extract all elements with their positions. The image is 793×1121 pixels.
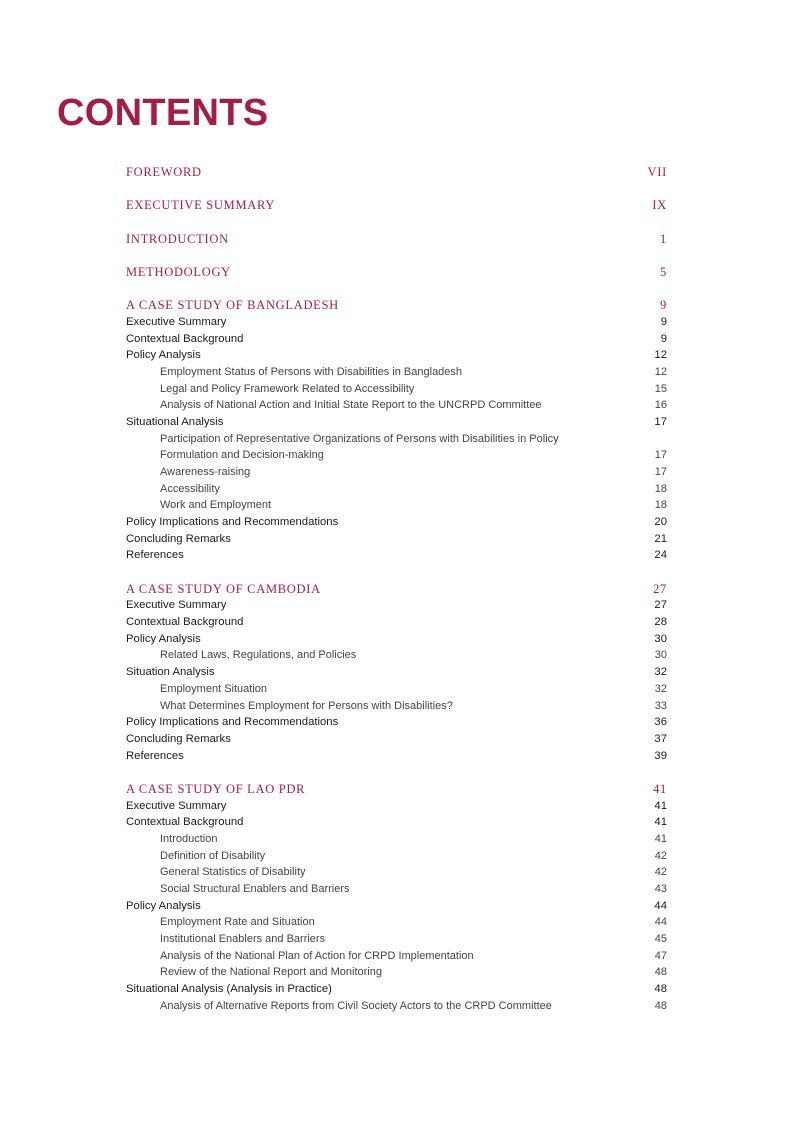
toc-entry-title: General Statistics of Disability	[160, 866, 306, 879]
toc-page-number: 17	[654, 449, 667, 462]
toc-page-number: 16	[654, 399, 667, 412]
toc-subentry[interactable]	[126, 848, 667, 865]
toc-page-number: 41	[654, 832, 667, 845]
toc-entry-title: A CASE STUDY OF CAMBODIA	[126, 581, 321, 596]
toc-page-number: 43	[654, 883, 667, 895]
toc-entry-title: Situation Analysis	[126, 666, 215, 679]
toc-subentry[interactable]	[126, 497, 667, 514]
toc-subentry[interactable]	[126, 431, 667, 448]
toc-entry-title: Executive Summary	[126, 599, 227, 612]
toc-entry-title: METHODOLOGY	[126, 264, 231, 279]
toc-page-number: 47	[654, 949, 667, 962]
toc-entry[interactable]	[126, 514, 667, 531]
section-gap	[126, 564, 667, 581]
toc-page-number: 48	[654, 999, 667, 1012]
toc-entry[interactable]	[126, 981, 667, 998]
toc-page-number: 18	[654, 499, 667, 512]
toc-page-number: 20	[654, 516, 667, 529]
section-gap	[126, 214, 667, 231]
toc-section-heading[interactable]	[126, 264, 667, 281]
toc-page-number: 18	[654, 482, 667, 495]
toc-subentry[interactable]	[126, 931, 667, 948]
toc-page-number: 48	[654, 966, 667, 979]
toc-page-number: 41	[654, 799, 667, 812]
toc-entry-title: Formulation and Decision-making	[160, 449, 324, 462]
toc-subentry[interactable]	[126, 447, 667, 464]
toc-entry-title: Contextual Background	[126, 816, 244, 829]
toc-page-number: 24	[654, 549, 667, 562]
toc-entry-title: Awareness-raising	[160, 466, 251, 478]
toc-page-number: 44	[654, 899, 667, 912]
toc-section	[126, 781, 667, 1015]
toc-subentry[interactable]	[126, 464, 667, 481]
toc-page-number: 12	[654, 365, 667, 378]
toc-entry-title: Definition of Disability	[160, 849, 266, 862]
toc-entry-title: Analysis of Alternative Reports from Civil Society Actors to the CRPD Committee	[160, 999, 552, 1012]
toc-entry[interactable]	[126, 314, 667, 331]
toc-page-number: 17	[654, 466, 667, 478]
toc-entry[interactable]	[126, 631, 667, 648]
toc-entry-title: A CASE STUDY OF BANGLADESH	[126, 298, 339, 313]
toc-entry-title: References	[126, 549, 184, 562]
toc-entry-title: Executive Summary	[126, 799, 227, 812]
toc-page-number: VII	[647, 165, 667, 179]
toc-entry-title: Policy Implications and Recommendations	[126, 716, 339, 729]
toc-entry[interactable]	[126, 414, 667, 431]
toc-section	[126, 197, 667, 214]
toc-entry[interactable]	[126, 798, 667, 815]
toc-section	[126, 231, 667, 248]
toc-entry-title: A CASE STUDY OF LAO PDR	[126, 781, 306, 796]
toc-page-number: 45	[654, 933, 667, 946]
section-gap	[126, 281, 667, 298]
toc-page-number: 28	[654, 616, 667, 629]
toc-subentry[interactable]	[126, 647, 667, 664]
toc-section-heading[interactable]	[126, 781, 667, 798]
toc-entry[interactable]	[126, 531, 667, 548]
toc-entry-title: Work and Employment	[160, 499, 272, 512]
toc-entry-title: Contextual Background	[126, 616, 244, 629]
toc-page-number: 32	[654, 682, 667, 695]
toc-entry-title: Analysis of the National Plan of Action for CRPD Implementation	[160, 949, 474, 962]
toc-page-number: 44	[654, 916, 667, 929]
toc-entry[interactable]	[126, 664, 667, 681]
table-of-contents	[126, 164, 667, 1015]
toc-entry-title: References	[126, 749, 184, 762]
toc-page-number: 42	[654, 866, 667, 879]
toc-page-number: 37	[654, 732, 667, 745]
toc-page-number: 41	[654, 816, 667, 829]
toc-entry-title: Policy Analysis	[126, 349, 201, 362]
toc-entry[interactable]	[126, 748, 667, 765]
toc-entry-title: Employment Situation	[160, 682, 267, 695]
section-gap	[126, 181, 667, 198]
toc-subentry[interactable]	[126, 481, 667, 498]
toc-entry-title: Institutional Enablers and Barriers	[160, 933, 326, 946]
toc-page-number: 32	[654, 666, 667, 679]
toc-page-number: 9	[660, 332, 667, 345]
toc-entry-title: Legal and Policy Framework Related to Accessibility	[160, 382, 415, 395]
toc-page-number: 33	[654, 699, 667, 712]
toc-page-number: 12	[654, 349, 667, 362]
toc-entry-title: Participation of Representative Organizations of Persons with Disabilities in Policy	[160, 432, 559, 445]
toc-subentry[interactable]	[126, 998, 667, 1015]
toc-subentry[interactable]	[126, 397, 667, 414]
toc-entry-title: Policy Analysis	[126, 899, 201, 912]
toc-section-heading[interactable]	[126, 581, 667, 598]
toc-page-number: 21	[654, 532, 667, 545]
toc-subentry[interactable]	[126, 948, 667, 965]
toc-page-number: 27	[654, 599, 667, 612]
toc-entry-title: Social Structural Enablers and Barriers	[160, 883, 350, 895]
toc-page-number: 39	[654, 749, 667, 762]
toc-page-number: 5	[660, 264, 667, 279]
toc-entry-title: Situational Analysis	[126, 415, 224, 428]
toc-section	[126, 581, 667, 765]
section-gap	[126, 247, 667, 264]
toc-entry-title: Concluding Remarks	[126, 532, 231, 545]
toc-subentry[interactable]	[126, 681, 667, 698]
toc-entry-title: Executive Summary	[126, 315, 227, 328]
toc-section	[126, 264, 667, 281]
page-title: CONTENTS	[57, 92, 269, 134]
toc-entry-title: Policy Analysis	[126, 632, 201, 645]
toc-section	[126, 164, 667, 181]
toc-entry-title: Situational Analysis (Analysis in Practice)	[126, 983, 332, 996]
toc-entry-title: Review of the National Report and Monitoring	[160, 966, 382, 979]
toc-entry-title: What Determines Employment for Persons with Disabilities?	[160, 699, 453, 712]
toc-page-number: 36	[654, 716, 667, 729]
toc-subentry[interactable]	[126, 914, 667, 931]
toc-section-heading[interactable]	[126, 231, 667, 248]
toc-subentry[interactable]	[126, 381, 667, 398]
toc-entry[interactable]	[126, 614, 667, 631]
toc-page-number: 30	[654, 649, 667, 662]
toc-entry-title: Contextual Background	[126, 332, 244, 345]
toc-entry[interactable]	[126, 597, 667, 614]
toc-entry-title: INTRODUCTION	[126, 231, 229, 246]
toc-subentry[interactable]	[126, 698, 667, 715]
section-gap	[126, 764, 667, 781]
toc-subentry[interactable]	[126, 364, 667, 381]
toc-subentry[interactable]	[126, 864, 667, 881]
toc-entry-title: Analysis of National Action and Initial State Report to the UNCRPD Committee	[160, 399, 542, 412]
toc-page-number: 30	[654, 632, 667, 645]
toc-subentry[interactable]	[126, 831, 667, 848]
toc-page-number: 42	[654, 849, 667, 862]
toc-page-number: IX	[652, 198, 667, 213]
toc-page-number: 9	[660, 315, 667, 328]
toc-page-number: 41	[653, 781, 667, 796]
toc-subentry[interactable]	[126, 964, 667, 981]
toc-entry-title: EXECUTIVE SUMMARY	[126, 198, 276, 213]
toc-entry-title: Policy Implications and Recommendations	[126, 516, 339, 529]
toc-entry-title: Employment Status of Persons with Disabilities in Bangladesh	[160, 365, 463, 378]
toc-entry[interactable]	[126, 347, 667, 364]
toc-entry[interactable]	[126, 547, 667, 564]
toc-page-number: 15	[654, 382, 667, 395]
toc-entry[interactable]	[126, 714, 667, 731]
toc-entry[interactable]	[126, 814, 667, 831]
toc-section-heading[interactable]	[126, 297, 667, 314]
toc-section-heading[interactable]	[126, 164, 667, 181]
toc-page-number: 17	[654, 415, 667, 428]
toc-section	[126, 297, 667, 564]
toc-entry-title: Introduction	[160, 832, 218, 845]
toc-subentry[interactable]	[126, 881, 667, 898]
toc-section-heading[interactable]	[126, 197, 667, 214]
toc-entry-title: Related Laws, Regulations, and Policies	[160, 649, 357, 662]
toc-entry-title: Concluding Remarks	[126, 732, 231, 745]
toc-page-number: 27	[653, 581, 667, 596]
toc-entry[interactable]	[126, 331, 667, 348]
toc-entry-title: FOREWORD	[126, 165, 202, 179]
toc-entry-title: Employment Rate and Situation	[160, 916, 315, 929]
toc-page-number: 48	[654, 983, 667, 996]
toc-entry[interactable]	[126, 898, 667, 915]
toc-entry-title: Accessibility	[160, 482, 220, 495]
toc-entry[interactable]	[126, 731, 667, 748]
toc-page-number: 9	[660, 298, 667, 313]
toc-page-number: 1	[660, 231, 667, 246]
